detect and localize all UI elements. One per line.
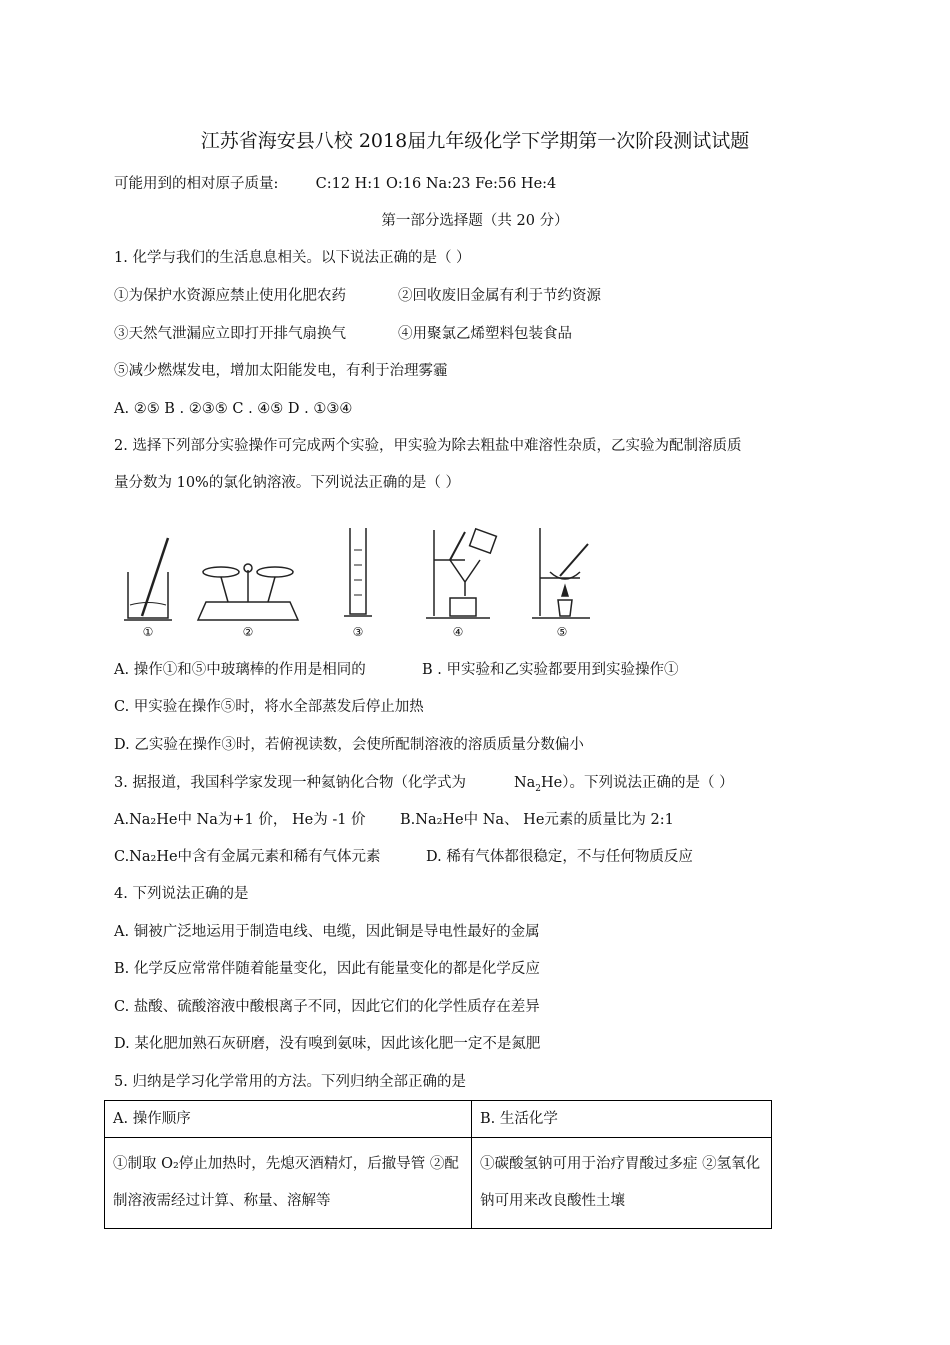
- graduated-cylinder-icon: [344, 528, 372, 616]
- q1-option-3: ③天然气泄漏应立即打开排气扇换气: [114, 326, 346, 342]
- balance-icon: [198, 564, 298, 620]
- beaker-stirring-icon: [124, 538, 172, 620]
- q5-cell-b-body: ①碳酸氢钠可用于治疗胃酸过多症 ②氢氧化钠可用来改良酸性土壤: [472, 1138, 772, 1229]
- q3-stem-part-c: He）。下列说法正确的是（ ）: [541, 775, 734, 791]
- q4-stem: 4. 下列说法正确的是: [114, 886, 249, 902]
- figure-label-4: ④: [452, 625, 464, 639]
- q5-stem: 5. 归纳是学习化学常用的方法。下列归纳全部正确的是: [114, 1074, 466, 1090]
- q5-cell-a-body: ①制取 O₂停止加热时，先熄灭酒精灯，后撤导管 ②配制溶液需经过计算、称量、溶解等: [105, 1138, 472, 1229]
- atomic-mass-values: C:12 H:1 O:16 Na:23 Fe:56 He:4: [315, 176, 557, 192]
- q1-option-4: ④用聚氯乙烯塑料包装食品: [398, 326, 572, 342]
- q4-option-a: A. 铜被广泛地运用于制造电线、电缆，因此铜是导电性最好的金属: [114, 924, 540, 940]
- q1-stem: 1. 化学与我们的生活息息相关。以下说法正确的是（ ）: [114, 250, 471, 266]
- q4-option-d: D. 某化肥加熟石灰研磨，没有嗅到氨味，因此该化肥一定不是氮肥: [114, 1036, 541, 1052]
- q2-option-a: A. 操作①和⑤中玻璃棒的作用是相同的: [114, 662, 366, 678]
- q5-cell-b-heading: B. 生活化学: [472, 1101, 772, 1138]
- q3-stem-formula: Na: [513, 775, 536, 791]
- q3-stem: [114, 773, 734, 799]
- evaporation-stand-icon: [532, 528, 590, 618]
- q1-choices: A. ②⑤ B . ②③⑤ C . ④⑤ D . ①③④: [114, 401, 353, 417]
- document-title: 江苏省海安县八校 2018届九年级化学下学期第一次阶段测试试题: [200, 130, 750, 152]
- q2-stem-line-1: 2. 选择下列部分实验操作可完成两个实验，甲实验为除去粗盐中难溶性杂质，乙实验为配制溶质质: [114, 438, 742, 454]
- q5-table: [104, 1100, 772, 1229]
- q4-option-b: B. 化学反应常常伴随着能量变化，因此有能量变化的都是化学反应: [114, 961, 540, 977]
- q5-cell-a-heading: A. 操作顺序: [105, 1101, 472, 1138]
- q3-option-d: D. 稀有气体都很稳定，不与任何物质反应: [426, 849, 693, 865]
- q1-option-1: ①为保护水资源应禁止使用化肥农药: [114, 288, 346, 304]
- figure-label-5: ⑤: [556, 625, 568, 639]
- atomic-mass-line: [114, 174, 556, 194]
- q2-option-c: C. 甲实验在操作⑤时，将水全部蒸发后停止加热: [114, 699, 424, 715]
- q2-option-d: D. 乙实验在操作③时，若俯视读数，会使所配制溶液的溶质质量分数偏小: [114, 737, 584, 753]
- q3-option-a: A.Na₂He中 Na为+1 价， He为 -1 价: [114, 812, 366, 828]
- figure-label-2: ②: [242, 625, 254, 639]
- q5-table-header-row: [105, 1101, 772, 1138]
- q5-table-body-row: [105, 1138, 772, 1229]
- q3-option-c: C.Na₂He中含有金属元素和稀有气体元素: [114, 849, 381, 865]
- q3-option-b: B.Na₂He中 Na、 He元素的质量比为 2:1: [400, 812, 674, 828]
- filtration-stand-icon: [426, 529, 496, 618]
- q4-option-c: C. 盐酸、硫酸溶液中酸根离子不同，因此它们的化学性质存在差异: [114, 999, 540, 1015]
- figure-label-1: ①: [142, 625, 154, 639]
- q3-stem-subscript: 2: [535, 783, 542, 794]
- q1-option-2: ②回收废旧金属有利于节约资源: [398, 288, 601, 304]
- q1-option-5: ⑤减少燃煤发电，增加太阳能发电，有利于治理雾霾: [114, 363, 448, 379]
- section-heading: 第一部分选择题（共 20 分）: [381, 213, 569, 229]
- q2-stem-line-2: 量分数为 10%的氯化钠溶液。下列说法正确的是（ ）: [114, 475, 460, 491]
- atomic-mass-label: 可能用到的相对原子质量:: [114, 176, 279, 192]
- figure-label-3: ③: [352, 625, 364, 639]
- q3-stem-part-a: 3. 据报道，我国科学家发现一种氦钠化合物（化学式为: [114, 775, 466, 791]
- lab-apparatus-figure: [120, 520, 600, 640]
- q2-option-b: B . 甲实验和乙实验都要用到实验操作①: [422, 662, 679, 678]
